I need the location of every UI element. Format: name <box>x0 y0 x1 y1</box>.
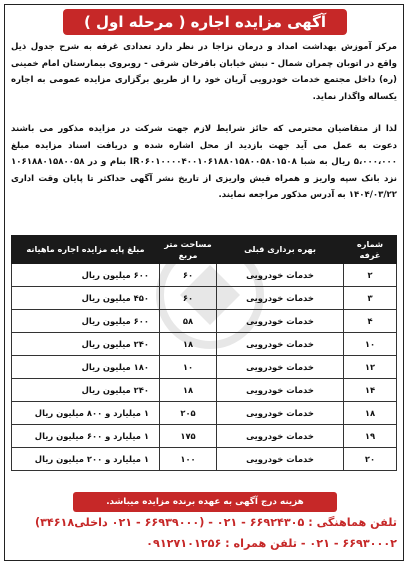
cell-prior-use: خدمات خودرویی <box>217 402 344 425</box>
table-row <box>12 264 397 287</box>
header-area: مساحت متر مربع <box>160 236 217 264</box>
table-row <box>12 333 397 356</box>
advert-cost-note: هزینه درج آگهی به عهده برنده مزایده میباشد. <box>73 492 337 512</box>
table-row <box>12 310 397 333</box>
cell-booth-no: ۱۹ <box>344 425 397 448</box>
table-row <box>12 425 397 448</box>
header-price: مبلغ پایه مزایده اجاره ماهیانه <box>12 236 160 264</box>
cell-price: ۲۴۰ میلیون ریال <box>12 379 160 402</box>
cell-area: ۱۰۰ <box>160 448 217 471</box>
cell-price: ۱ میلیارد و ۲۰۰ میلیون ریال <box>12 448 160 471</box>
cell-price: ۱ میلیارد و ۶۰۰ میلیون ریال <box>12 425 160 448</box>
cell-prior-use: خدمات خودرویی <box>217 287 344 310</box>
cell-prior-use: خدمات خودرویی <box>217 356 344 379</box>
table-row <box>12 402 397 425</box>
header-prior-use: بهره برداری قبلی <box>217 236 344 264</box>
cell-booth-no: ۱۸ <box>344 402 397 425</box>
table-row <box>12 379 397 402</box>
cell-prior-use: خدمات خودرویی <box>217 264 344 287</box>
mobile-phone: ۶۶۹۳۰۰۰۲ - ۰۲۱ - تلفن همراه : ۰۹۱۲۷۱۰۱۲۵۶ <box>146 537 397 550</box>
cell-prior-use: خدمات خودرویی <box>217 310 344 333</box>
cell-area: ۱۸ <box>160 333 217 356</box>
cell-price: ۱ میلیارد و ۸۰۰ میلیون ریال <box>12 402 160 425</box>
cell-price: ۴۵۰ میلیون ریال <box>12 287 160 310</box>
table-row <box>12 356 397 379</box>
notice-title: آگهی مزایده اجاره ( مرحله اول ) <box>63 9 347 35</box>
cell-booth-no: ۴ <box>344 310 397 333</box>
cell-area: ۱۷۵ <box>160 425 217 448</box>
cell-area: ۶۰ <box>160 287 217 310</box>
cell-booth-no: ۱۰ <box>344 333 397 356</box>
cell-prior-use: خدمات خودرویی <box>217 379 344 402</box>
conditions-paragraph: لذا از متقاضیان محترمی که حائز شرایط لازم جهت شرکت در مزایده مذکور می باشند دعوت به عمل می آید جهت بازدید از محل اشاره شده و دریافت اسناد مزایده مبلغ ۵،۰۰۰،۰۰۰ ریال به شبا IR۰۶۰۱۰۰۰۰۴۰۰۱۰۶۱۸۸۰۱۵۸۰۰۵۸۰۱۵۰۸ بنام و در ۱۰۶۱۸۸۰۱۵۸۰۰۵۸ نزد بانک سپه واریز و همراه فیش واریزی از تاریخ نشر آگهی حداکثر تا پایان وقت اداری ۱۴۰۴/۰۳/۲۲ به آدرس مذکور مراجعه نمایند. <box>11 124 397 200</box>
cell-booth-no: ۲۰ <box>344 448 397 471</box>
table-row <box>12 287 397 310</box>
auction-notice <box>4 4 404 561</box>
cell-prior-use: خدمات خودرویی <box>217 425 344 448</box>
cell-booth-no: ۲ <box>344 264 397 287</box>
cell-prior-use: خدمات خودرویی <box>217 333 344 356</box>
cell-booth-no: ۱۴ <box>344 379 397 402</box>
table-row <box>12 448 397 471</box>
cell-area: ۵۸ <box>160 310 217 333</box>
cell-booth-no: ۳ <box>344 287 397 310</box>
cell-prior-use: خدمات خودرویی <box>217 448 344 471</box>
cell-area: ۱۸ <box>160 379 217 402</box>
cell-price: ۱۸۰ میلیون ریال <box>12 356 160 379</box>
cell-booth-no: ۱۲ <box>344 356 397 379</box>
cell-price: ۶۰۰ میلیون ریال <box>12 310 160 333</box>
cell-price: ۶۰۰ میلیون ریال <box>12 264 160 287</box>
auction-table <box>11 235 397 471</box>
coordination-phone: تلفن هماهنگی : ۶۶۹۲۴۳۰۵ - ۰۲۱ - (۶۶۹۳۹۰۰۰ - ۰۲۱ داخلی۳۴۶۱۸) <box>34 516 397 529</box>
intro-paragraph: مرکز آموزش بهداشت امداد و درمان نزاجا در نظر دارد تعدادی غرفه به شرح جدول ذیل واقع در اتوبان چمران شمال - نبش خیابان باقرخان شرقی - روبروی بیمارستان امام خمینی (ره) داخل مجتمع خدمات خودرویی آریان خود را از طریق برگزاری مزایده عمومی به اجاره یکساله واگذار نماید. <box>11 42 397 102</box>
cell-area: ۲۰۵ <box>160 402 217 425</box>
cell-area: ۶۰ <box>160 264 217 287</box>
cell-price: ۲۴۰ میلیون ریال <box>12 333 160 356</box>
header-booth-no: شماره غرفه <box>344 236 397 264</box>
table-header-row <box>12 236 397 264</box>
cell-area: ۱۰ <box>160 356 217 379</box>
